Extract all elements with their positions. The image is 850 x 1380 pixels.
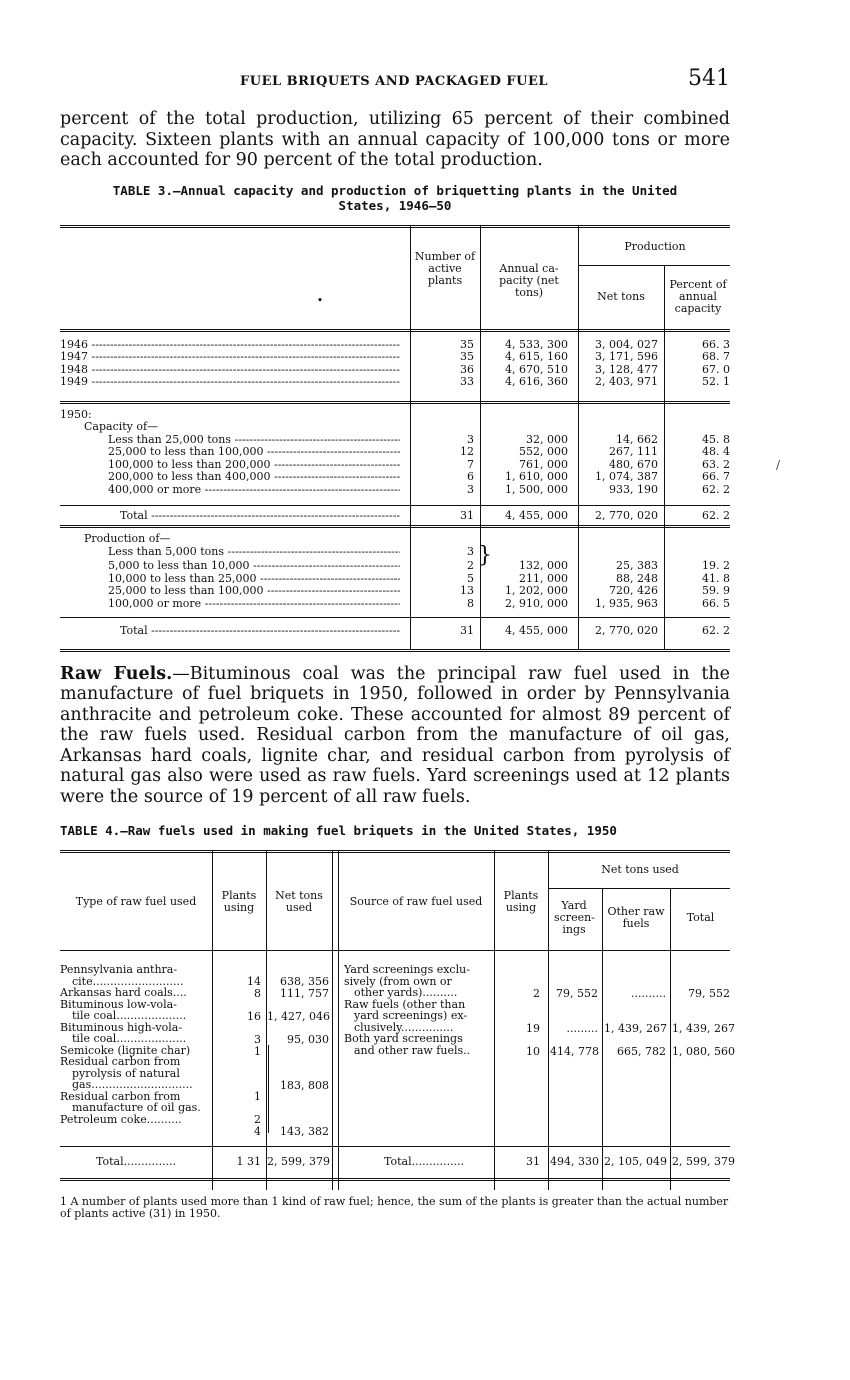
plants-using2-cell: 10 [526,1044,540,1058]
cell-capacity: 4, 455, 000 [505,623,568,637]
total-left-tons: 2, 599, 379 [267,1155,330,1168]
cell-capacity: 1, 202, 000 [505,584,568,597]
cell-plants: 8 [467,596,474,610]
net-tons-cell: 1, 427, 046 [267,1009,330,1023]
capacity-of-label [60,421,730,433]
source-line: Yard screenings exclu- [344,963,470,976]
row-label: 25,000 to less than 100,000 ----- [108,585,400,597]
cell-percent: 59. 9 [702,584,730,597]
raw-fuels-text: —Bituminous coal was the principal raw fuel used in the manufacture of fuel briquets in 1950, followed in order by Pennsylvania anthracite and petroleum coke. These accounted for almost 89 percent of the raw fuels used. Residual carbon from the manufacture of oil gas, Arkansas hard coals, lignite char, and residual carbon from pyrolysis of natural gas also were used as raw fuels. Yard screenings used at 12 plants were the source of 19 percent of all raw fuels. [60,663,730,807]
cell-net-tons: 720, 426 [609,584,658,597]
row-label: 1949 ----- [60,376,400,388]
t4-header-total: Total [686,911,715,924]
cell-capacity: 4, 670, 510 [505,362,568,376]
plants-using-cell: 1 [254,1044,261,1058]
yard-screenings-cell: 79, 552 [556,986,598,1000]
cell-percent: 68. 7 [702,350,730,363]
fuel-type-line: Semicoke (lignite char) [60,1043,191,1057]
page-number: 541 [688,66,730,91]
page [60,62,735,1220]
cell-net-tons: 1, 074, 387 [595,470,658,483]
yard-screenings-cell: ......... [566,1021,598,1035]
cell-percent: 66. 3 [702,337,730,351]
cell-capacity: 4, 455, 000 [505,508,568,522]
fuel-type-line: tile coal.................... [72,1009,187,1022]
cell-percent: 63. 2 [702,457,730,471]
year-row [60,376,730,388]
row-label: Total ----- [120,625,400,637]
capacity-row [60,471,730,483]
row-label: 5,000 to less than 10,000 ----- [108,560,400,572]
plants-using-cell: 2 [254,1113,261,1126]
cell-capacity: 761, 000 [519,457,568,471]
cell-net-tons: 14, 662 [616,432,658,446]
cell-percent: 41. 8 [702,571,730,585]
t4-header-source: Source of raw fuel used [349,895,483,908]
cell-net-tons: 3, 171, 596 [595,350,658,363]
cell-percent: 67. 0 [702,362,730,376]
total-right-total: 2, 599, 379 [672,1155,735,1168]
total-right-yard: 494, 330 [550,1155,599,1168]
header-production: Production [624,239,686,253]
cell-plants: 7 [467,457,474,471]
cell-net-tons: 480, 670 [609,457,658,471]
other-fuels-cell: .......... [631,986,666,1000]
row-label: Less than 5,000 tons ----- [108,546,400,558]
total-cell: 79, 552 [688,986,730,1000]
row-label: 1947 ----- [60,351,400,363]
table4 [60,850,735,1190]
row-label: Total ----- [120,510,400,522]
year-row [60,364,730,376]
plants-using-cell: 14 [247,975,261,988]
cell-capacity: 211, 000 [519,571,568,585]
cell-net-tons: 933, 190 [609,482,658,496]
cell-percent: 66. 5 [702,596,730,610]
row-label: 25,000 to less than 100,000 ----- [108,446,400,458]
raw-fuels-heading: Raw Fuels. [60,663,173,684]
cell-capacity: 4, 615, 160 [505,350,568,363]
fuel-type-line: Bituminous high-vola- [60,1020,183,1034]
row-label: 1946 ----- [60,339,400,351]
cell-net-tons: 2, 770, 020 [595,623,658,637]
table3-title-line1: TABLE 3.—Annual capacity and production of briquetting plants in the United [112,182,678,198]
cell-plants: 3 [467,432,474,446]
row-label: 10,000 to less than 25,000 ----- [108,573,400,585]
capacity-row [60,446,730,458]
cell-percent: 62. 2 [702,482,730,496]
other-fuels-cell: 1, 439, 267 [604,1021,667,1035]
header-plants: Number of active plants [414,249,476,287]
production-row [60,598,730,610]
cell-capacity: 4, 616, 360 [505,375,568,388]
source-line: sively (from own or [344,974,452,988]
table3-title [60,183,730,213]
cell-percent: 66. 7 [702,470,730,483]
header-title: FUEL BRIQUETS AND PACKAGED FUEL [240,74,548,89]
cell-percent: 45. 8 [702,432,730,446]
total-right-label: Total............... [384,1155,465,1168]
cell-net-tons: 88, 248 [616,571,658,585]
cell-net-tons: 3, 004, 027 [595,337,658,351]
cell-plants: 2 [467,558,474,572]
cell-plants: 31 [460,508,474,522]
capacity-row [60,459,730,471]
year-row [60,351,730,363]
production-row [60,585,730,597]
plants-using-cell: 3 [254,1033,261,1046]
cell-capacity: 1, 610, 000 [505,470,568,483]
t4-header-type: Type of raw fuel used [75,895,197,908]
production-of-label [60,533,730,545]
t4-header-other: Other raw fuels [607,905,665,930]
blank-mark: • [316,293,324,307]
t4-header-net-tons: Net tons used [275,889,323,914]
table4-title: TABLE 4.—Raw fuels used in making fuel briquets in the United States, 1950 [60,823,617,838]
capacity-row [60,434,730,446]
plants-using2-cell: 19 [526,1021,540,1035]
cell-net-tons: 267, 111 [609,445,658,458]
t4-header-yard: Yard screen- ings [554,899,595,936]
margin-mark: / [776,458,781,472]
production-row [60,560,730,572]
fuel-type-line: cite.......................... [72,974,184,988]
raw-fuels-paragraph [60,664,730,808]
t4-header-plants2: Plants using [503,889,539,914]
fuel-type-line: Bituminous low-vola- [60,997,177,1011]
cell-plants: 36 [460,362,474,376]
year-1950-label [60,409,730,421]
production-row [60,573,730,585]
source-line: and other raw fuels.. [354,1043,471,1057]
footnote: 1 A number of plants used more than 1 kind of raw fuel; hence, the sum of the plants is greater than the actual number of plants active (31) in 1950. [60,1195,729,1220]
production-total-row [60,625,730,637]
cell-percent: 48. 4 [702,445,730,458]
other-fuels-cell: 665, 782 [617,1044,666,1058]
net-tons-cell: 95, 030 [287,1033,329,1046]
plants-using-cell: 1 [254,1090,261,1103]
source-line: Raw fuels (other than [344,997,466,1011]
cell-net-tons: 1, 935, 963 [595,596,658,610]
cell-capacity: 132, 000 [519,558,568,572]
source-line: yard screenings) ex- [354,1009,468,1022]
brace: } [478,542,492,568]
plants-using2-cell: 2 [533,986,540,1000]
plants-using-cell: 16 [247,1009,261,1023]
cell-plants: 13 [460,584,474,597]
total-left-plants: 1 31 [236,1155,261,1168]
row-label: 100,000 or more ----- [108,598,400,610]
t4-header-net-group: Net tons used [601,863,679,876]
production-row [60,546,730,558]
cell-net-tons: 25, 383 [616,558,658,572]
row-label: 100,000 to less than 200,000 ----- [108,459,400,471]
net-tons-cell: 183, 808 [280,1079,329,1092]
cell-capacity: 4, 533, 300 [505,337,568,351]
table3-title-line2: States, 1946–50 [338,197,452,213]
row-label: 400,000 or more ----- [108,484,400,496]
cell-plants: 6 [467,470,474,483]
row-label: 1948 ----- [60,364,400,376]
total-right-other: 2, 105, 049 [604,1155,667,1168]
row-label: Less than 25,000 tons ----- [108,434,400,446]
header-percent: Percent of annual capacity [669,277,727,315]
cell-percent: 52. 1 [702,375,730,388]
source-line: other yards).......... [354,986,458,999]
total-cell: 1, 439, 267 [672,1021,735,1035]
header-net-tons: Net tons [597,289,645,303]
cell-capacity: 2, 910, 000 [505,596,568,610]
running-header [60,66,730,91]
fuel-type-line: gas............................. [72,1078,193,1091]
plants-using-cell: 8 [254,986,261,1000]
fuel-type-line: Residual carbon from [60,1055,181,1068]
capacity-row [60,484,730,496]
fuel-type-line: Pennsylvania anthra- [60,963,178,976]
row-label: 200,000 to less than 400,000 ----- [108,471,400,483]
cell-plants: 3 [467,544,474,558]
plants-using-cell: 4 [254,1124,261,1138]
total-cell: 1, 080, 560 [672,1044,735,1058]
row-label: Production of— [84,532,171,545]
cell-plants: 3 [467,482,474,496]
cell-plants: 35 [460,337,474,351]
source-line: clusively............... [354,1020,454,1034]
fuel-type-line: manufacture of oil gas. [72,1101,201,1114]
cell-plants: 33 [460,375,474,388]
t4-header-plants: Plants using [221,889,257,914]
cell-percent: 62. 2 [702,508,730,522]
net-tons-cell: 143, 382 [280,1124,329,1138]
cell-percent: 19. 2 [702,558,730,572]
cell-plants: 31 [460,623,474,637]
fuel-type-line: Petroleum coke.......... [60,1112,182,1126]
cell-capacity: 552, 000 [519,445,568,458]
year-row [60,339,730,351]
cell-plants: 35 [460,350,474,363]
fuel-type-line: Arkansas hard coals.... [60,986,187,999]
net-tons-cell: 111, 757 [280,986,329,1000]
cell-capacity: 1, 500, 000 [505,482,568,496]
cell-net-tons: 2, 770, 020 [595,508,658,522]
capacity-total-row [60,510,730,522]
source-line: Both yard screenings [344,1032,463,1045]
row-label: 1950: [60,408,92,421]
row-label: Capacity of— [84,421,159,433]
net-tons-cell: 638, 356 [280,975,329,988]
cell-net-tons: 3, 128, 477 [595,362,658,376]
total-left-label: Total............... [96,1155,177,1168]
fuel-type-line: Residual carbon from [60,1089,181,1103]
fuel-type-line: tile coal.................... [72,1032,187,1045]
intro-paragraph: percent of the total production, utilizing 65 percent of their combined capacity. Sixteen plants with an annual capacity of 100,000 tons or more each accounted for 90 percent of the total production. [60,109,730,170]
cell-capacity: 32, 000 [526,432,568,446]
cell-plants: 5 [467,571,474,585]
cell-percent: 62. 2 [702,623,730,637]
fuel-type-line: pyrolysis of natural [72,1066,180,1080]
table3 [60,225,730,650]
header-capacity: Annual ca- pacity (net tons) [499,261,559,299]
cell-net-tons: 2, 403, 971 [595,375,658,388]
yard-screenings-cell: 414, 778 [550,1044,599,1058]
bracket-line [268,1045,269,1133]
cell-plants: 12 [460,445,474,458]
total-right-plants: 31 [526,1155,540,1168]
